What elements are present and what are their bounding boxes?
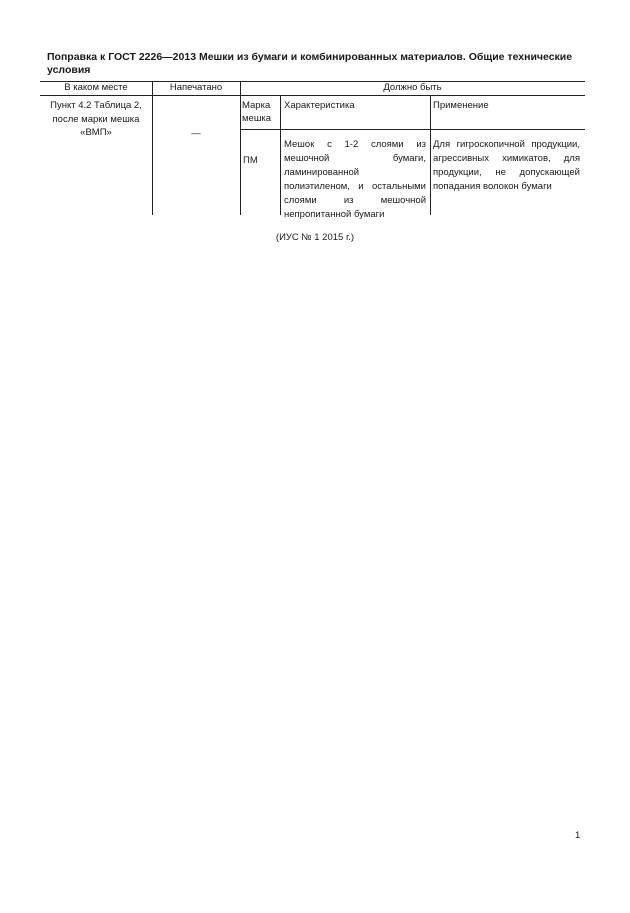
correction-table [40,81,585,220]
column-divider-characteristic [430,95,431,215]
column-divider-mark [280,95,281,215]
header-where: В каком месте [64,82,128,93]
column-divider-printed [240,81,241,215]
header-printed: Напечатано [169,82,223,93]
subheader-application: Применение [433,100,489,111]
publication-note: (ИУС № 1 2015 г.) [275,232,355,243]
cell-application: Для гигроскопичной продукции, агрессивных химикатов, для продукции, не допускающей попадания волокон бумаги [433,139,580,192]
cell-printed: — [191,128,201,139]
cell-characteristic: Мешок с 1-2 слоями из мешочной бумаги, ламинированной полиэтиленом, и остальными слоями из мешочной непропитанной бумаги [284,139,426,220]
document-title: Поправка к ГОСТ 2226—2013 Мешки из бумаги и комбинированных материалов. Общие технические условия [47,51,573,76]
subheader-bottom-border [240,129,585,130]
cell-mark: ПМ [243,155,258,166]
cell-where: Пункт 4.2 Таблица 2, после марки мешка «ВМП» [50,100,142,138]
header-bottom-border [40,95,585,96]
header-should-be: Должно быть [383,82,442,93]
column-divider-where [152,81,153,215]
subheader-characteristic: Характеристика [284,100,355,111]
subheader-mark: Марка мешка [242,100,272,124]
page-number: 1 [575,830,581,841]
